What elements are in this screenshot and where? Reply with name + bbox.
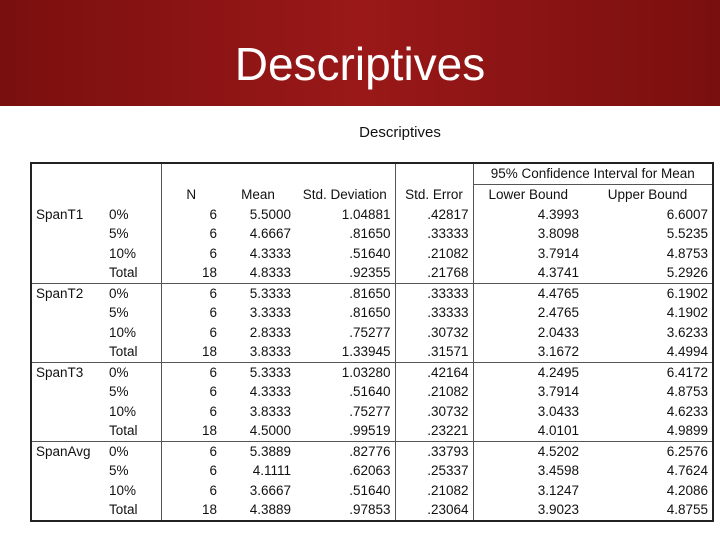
lower-bound-cell: 3.8098 [473,224,583,244]
lower-bound-cell: 2.0433 [473,323,583,343]
std-deviation-cell: .51640 [349,482,391,498]
n-cell: 18 [161,500,221,521]
group-label [31,224,105,244]
header-row-1 [31,163,713,184]
std-error-cell: .23221 [395,421,473,441]
std-deviation-cell: .51640 [349,384,391,399]
upper-bound-cell: 6.6007 [583,205,713,225]
mean-cell: 4.1111 [252,463,291,478]
level-label: Total [109,344,138,359]
std-error-cell: .25337 [395,461,473,481]
n-cell: 6 [161,323,221,343]
level-label: 10% [109,403,137,419]
n-cell: 6 [161,283,221,303]
table-body [31,205,713,521]
upper-bound-cell: 4.1902 [583,303,713,323]
std-error-cell: .33793 [395,441,473,461]
level-label: 10% [109,245,137,261]
descriptives-table [30,162,714,522]
group-label [31,481,105,501]
mean-cell: 3.3333 [249,305,291,320]
lower-bound-cell: 3.4598 [473,461,583,481]
n-cell: 18 [161,342,221,362]
mean-cell: 3.8333 [249,403,291,419]
group-label: SpanAvg [31,441,105,461]
std-deviation-cell: .92355 [349,265,391,280]
level-label: 5% [109,305,129,320]
std-error-cell: .33333 [395,283,473,303]
std-deviation-cell: .75277 [349,324,391,340]
std-deviation-cell: .82776 [295,441,395,461]
upper-bound-cell: 4.8753 [583,244,713,264]
upper-bound-cell: 4.6233 [583,402,713,422]
table-row [31,224,713,244]
std-error-cell: .21768 [395,263,473,283]
upper-bound-cell: 4.8753 [583,382,713,402]
lower-bound-cell: 4.5202 [473,441,583,461]
lower-bound-cell: 3.0433 [473,402,583,422]
ci-header: 95% Confidence Interval for Mean [473,163,713,184]
std-error-cell: .21082 [395,244,473,264]
mean-cell: 3.6667 [249,482,291,498]
std-error-cell: .33333 [395,224,473,244]
col-header-mean: Mean [221,163,295,205]
level-label: 10% [109,324,137,340]
level-label: 0% [105,441,161,461]
group-label [31,402,105,422]
mean-cell: 3.8333 [249,344,291,359]
n-cell: 6 [161,382,221,402]
n-cell: 6 [161,224,221,244]
group-label [31,244,105,264]
n-cell: 18 [161,263,221,283]
upper-bound-cell: 4.8755 [583,500,713,521]
lower-bound-cell: 3.1672 [473,342,583,362]
slide-title: Descriptives [234,38,486,90]
std-deviation-cell: .75277 [349,403,391,419]
std-error-cell: .42817 [395,205,473,225]
n-cell: 6 [161,402,221,422]
level-label: 0% [105,362,161,382]
group-label [31,323,105,343]
mean-cell: 5.3333 [221,362,295,382]
upper-bound-cell: 6.1902 [583,283,713,303]
level-label: Total [109,423,138,438]
table-row [31,342,713,362]
level-label: Total [105,500,161,521]
mean-cell: 4.3333 [249,384,291,399]
table-caption: Descriptives [359,124,441,141]
std-deviation-cell: .62063 [349,463,391,478]
upper-bound-cell: 5.5235 [583,224,713,244]
lower-bound-cell: 2.4765 [473,303,583,323]
col-header-upper-bound: Upper Bound [583,184,713,205]
lower-bound-cell: 3.7914 [473,244,583,264]
upper-bound-cell: 4.9899 [583,421,713,441]
std-error-cell: .30732 [395,402,473,422]
n-cell: 6 [161,244,221,264]
table-row [31,244,713,264]
group-label [31,303,105,323]
upper-bound-cell: 3.6233 [583,323,713,343]
std-deviation-cell: .99519 [349,423,391,438]
group-label: SpanT2 [31,283,105,303]
std-error-cell: .42164 [395,362,473,382]
std-error-cell: .23064 [395,500,473,521]
n-cell: 6 [161,461,221,481]
std-deviation-cell: .97853 [295,500,395,521]
table-row [31,323,713,343]
level-label: Total [109,265,138,280]
level-label: 5% [109,384,129,399]
std-deviation-cell: 1.33945 [341,344,391,359]
std-error-cell: .21082 [395,481,473,501]
mean-cell: 5.3889 [221,441,295,461]
mean-cell: 4.3333 [249,245,291,261]
std-error-cell: .21082 [395,382,473,402]
n-cell: 6 [161,303,221,323]
group-label [31,382,105,402]
group-label [31,461,105,481]
table-row [31,500,713,521]
table-row [31,205,713,225]
col-header-n: N [161,163,221,205]
std-error-cell: .30732 [395,323,473,343]
mean-cell: 5.3333 [221,283,295,303]
level-label: 0% [109,206,129,222]
std-deviation-cell: .81650 [295,283,395,303]
std-deviation-cell: .81650 [349,305,391,320]
upper-bound-cell: 6.4172 [583,362,713,382]
lower-bound-cell: 4.2495 [473,362,583,382]
std-error-cell: .33333 [395,303,473,323]
lower-bound-cell: 4.3741 [473,263,583,283]
table-row [31,441,713,461]
mean-cell: 4.8333 [249,265,291,280]
std-deviation-cell: 1.03280 [295,362,395,382]
upper-bound-cell: 5.2926 [583,263,713,283]
upper-bound-cell: 4.7624 [583,461,713,481]
std-deviation-cell: .51640 [349,245,391,261]
group-label [31,342,105,362]
upper-bound-cell: 4.2086 [583,481,713,501]
mean-cell: 5.5000 [249,206,291,222]
group-label [31,263,105,283]
n-cell: 6 [161,362,221,382]
level-label: 0% [105,283,161,303]
mean-cell: 4.3889 [221,500,295,521]
std-error-cell: .31571 [395,342,473,362]
upper-bound-cell: 4.4994 [583,342,713,362]
upper-bound-cell: 6.2576 [583,441,713,461]
level-label: 5% [109,463,129,478]
table-row [31,362,713,382]
table-row [31,461,713,481]
lower-bound-cell: 3.7914 [473,382,583,402]
empty-corner [31,163,161,205]
lower-bound-cell: 4.4765 [473,283,583,303]
group-label [31,500,105,521]
mean-cell: 4.5000 [249,423,291,438]
n-cell: 6 [161,481,221,501]
table-row [31,303,713,323]
n-cell: 6 [161,441,221,461]
lower-bound-cell: 4.0101 [473,421,583,441]
group-label: SpanT1 [31,205,105,225]
table-row [31,263,713,283]
mean-cell: 4.6667 [249,226,291,241]
std-deviation-cell: .81650 [349,226,391,241]
table-row [31,283,713,303]
table-row [31,481,713,501]
col-header-std-error: Std. Error [395,163,473,205]
level-label: 5% [109,226,129,241]
col-header-std-deviation: Std. Deviation [295,163,395,205]
level-label: 10% [109,482,137,498]
table-row [31,402,713,422]
lower-bound-cell: 3.1247 [473,481,583,501]
table-row [31,382,713,402]
std-deviation-cell: 1.04881 [341,206,391,222]
lower-bound-cell: 3.9023 [473,500,583,521]
col-header-lower-bound: Lower Bound [473,184,583,205]
n-cell: 6 [161,205,221,225]
table-row [31,421,713,441]
group-label: SpanT3 [31,362,105,382]
mean-cell: 2.8333 [249,324,291,340]
lower-bound-cell: 4.3993 [473,205,583,225]
group-label [31,421,105,441]
n-cell: 18 [161,421,221,441]
